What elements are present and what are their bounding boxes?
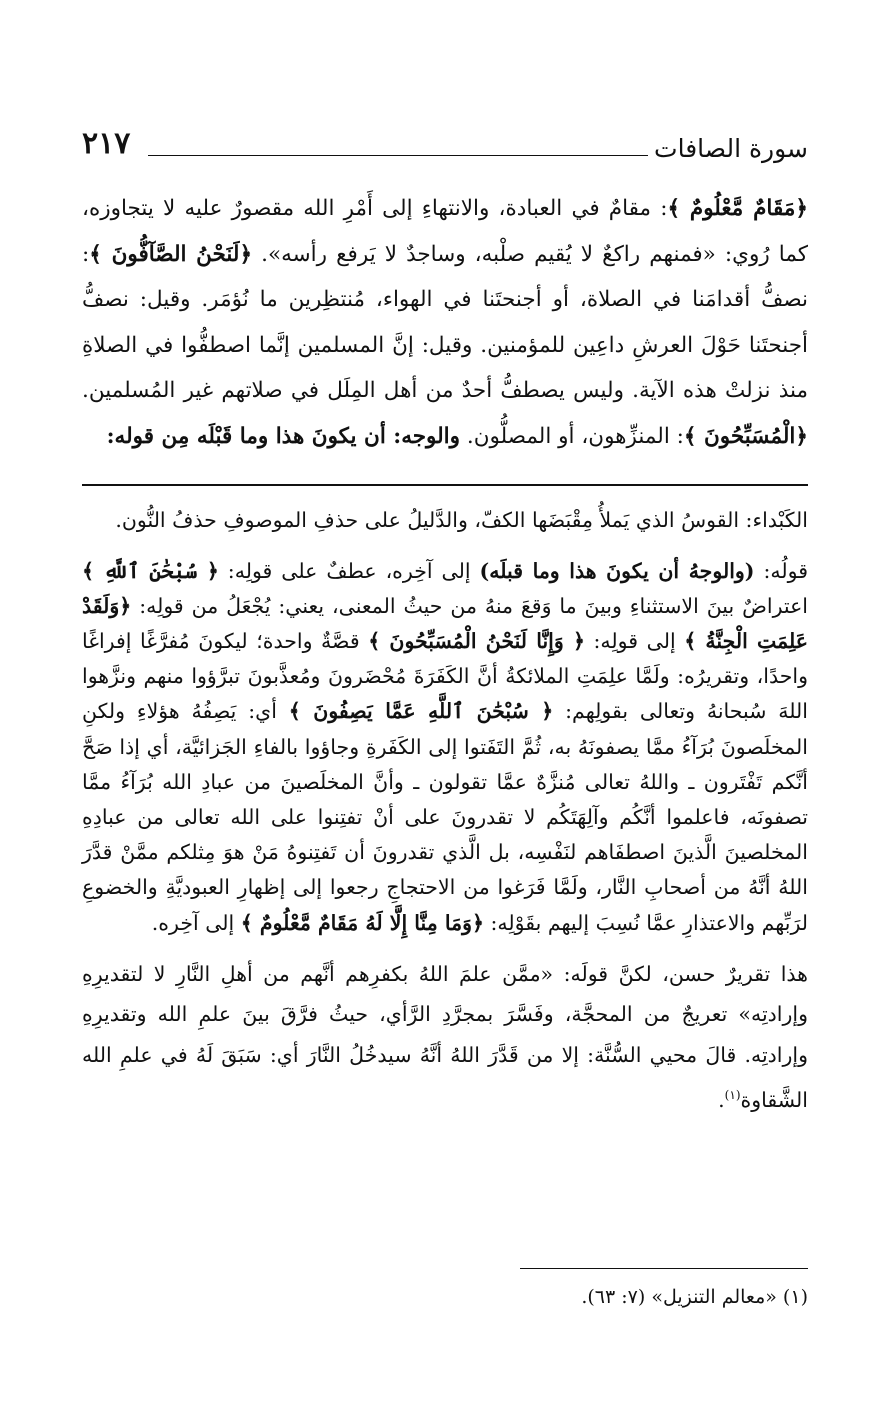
commentary-text: اعتراضٌ بينَ الاستثناءِ وبينَ ما وَقعَ منهُ من حيثُ المعنى، يعني: يُجْعَلُ من قولِه:	[131, 593, 808, 618]
quran-verse: ﴿لَنَحْنُ الصَّآفُّونَ ﴾	[89, 241, 253, 267]
surah-title: سورة الصافات	[654, 134, 808, 163]
quran-verse: ﴿مَقَامٌ مَّعْلُومٌ ﴾	[667, 196, 808, 221]
commentary-text: قولُه:	[754, 558, 808, 583]
page-header	[82, 128, 808, 168]
commentary-text: قصَّةٌ واحدة؛ ليكونَ مُفرَّغًا إفراغًا واحدًا، وتقريرُه: ولَمَّا علِمَتِ الملائكةُ أنَّ الكَفَرَةَ مُحْضَرونَ ومُعذَّبونَ تبرَّؤوا منهم ونزَّهوا اللهَ سُبحانهُ وتعالى بقولِهم:	[82, 628, 808, 724]
commentary-text: هذا تقريرٌ حسن، لكنَّ قولَه: «ممَّن علمَ اللهُ بكفرِهم أنَّهم من أهلِ النَّارِ لا لتقديرِهِ وإرادتِه» تعريجٌ من المحجَّة، وفَسَّرَ بمجرَّدِ الرَّأي، حيثُ فرَّقَ بينَ علمِ الله وتقديرِهِ وإرادتِه. قالَ محيي السُّنَّة: إلا من قَدَّرَ اللهُ أنَّهُ سيدخُلُ النَّارَ أي: سَبَقَ لَهُ في علمِ الله الشَّقاوة	[82, 961, 808, 1113]
footnote: (١) «معالم التنزيل» (٧: ٦٣).	[581, 1286, 808, 1308]
quran-verse: ﴿وَمَا مِنَّا إِلَّا لَهُ مَقَامٌ مَّعْلُومٌ ﴾	[240, 910, 484, 935]
footnote-marker: (١)	[724, 1088, 741, 1103]
quran-verse: ﴿ وَإِنَّا لَنَحْنُ الْمُسَبِّحُونَ ﴾	[368, 628, 585, 653]
tafsir-bold-text: والوجه: أن يكونَ هذا وما قَبْلَه مِن قوله:	[106, 423, 461, 449]
commentary-section	[82, 500, 808, 1134]
tafsir-paragraph	[82, 186, 808, 460]
commentary-text: إلى قولِه:	[584, 628, 685, 653]
commentary-text: الكَبْداء: القوسُ الذي يَملأُ مِقْبَضَها الكفّ، والدَّليلُ على حذفِ الموصوفِ حذفُ النُّون.	[115, 508, 808, 532]
tafsir-text: : نصفُّ أقدامَنا في الصلاة، أو أجنحتَنا في الهواء، مُنتظِرين ما نُؤمَر. وقيل: نصفُّ أجنحتَنا حَوْلَ العرشِ داعِين للمؤمنين. وقيل: إنَّ المسلمين إنَّما اصطفُّوا في الصلاةِ منذ نزلتْ هذه الآية. وليس يصطفُّ أحدٌ من أهل المِلَل في صلاتهم غير المُسلمين.	[82, 241, 808, 404]
commentary-paragraph	[82, 554, 808, 941]
section-divider	[82, 484, 808, 486]
commentary-text: أي: يَصِفُهُ هؤلاءِ ولكنِ المخلَصونَ بُرَآءُ ممَّا يصفونَهُ به، ثُمَّ التَفَتوا إلى الكَفَرةِ وجاؤوا بالفاءِ الجَزائيَّة، أي إذا صَحَّ أنَّكم تَفْتَرون ـ واللهُ تعالى مُنزَّهٌ عمَّا تقولون ـ وأنَّ المخلَصينَ من عبادِ الله بُرَآءُ ممَّا تصفونَه، فاعلموا أنَّكُم وآلِهَتَكُم لا تقدرونَ على أنْ تفتِنوا على الله تعالى من عبادِهِ المخلصينَ الَّذينَ اصطفَاهم لنَفْسِه، بل الَّذي تقدرونَ أن تَفتِنوهُ مَنْ هوَ مِثلكم ممَّنْ قدَّرَ اللهُ أنَّهُ من أصحابِ النَّار، ولَمَّا فَرَغوا من الاحتجاجِ رجعوا إلى إظهارِ العبوديَّةِ والخضوعِ لرَبِّهم والاعتذارِ عمَّا نُسِبَ إليهم بقَوْلِه:	[82, 699, 808, 935]
quran-verse: ﴿ سُبْحَٰنَ ٱللَّهِ ﴾	[82, 558, 219, 583]
tafsir-text: : المنزِّهون، أو المصلُّون.	[460, 423, 684, 449]
quran-verse: ﴿ سُبْحَٰنَ ٱللَّهِ عَمَّا يَصِفُونَ ﴾	[288, 699, 554, 724]
quran-verse: ﴿الْمُسَبِّحُونَ ﴾	[683, 423, 808, 449]
commentary-text: إلى آخِره.	[151, 910, 241, 935]
page-number: ٢١٧	[82, 126, 131, 161]
quran-verse: ﴿وَلَقَدْ عَلِمَتِ الْجِنَّةُ ﴾	[82, 593, 808, 653]
footnote-rule	[520, 1268, 808, 1269]
main-tafsir-text	[82, 186, 808, 460]
commentary-bold-text: (والوجهُ أن يكونَ هذا وما قبلَه)	[479, 558, 755, 583]
commentary-text: إلى آخِره، عطفٌ على قولِه:	[218, 558, 480, 583]
commentary-paragraph: هذا تقريرٌ حسن، لكنَّ قولَه: «ممَّن علمَ اللهُ بكفرِهم أنَّهم من أهلِ النَّارِ لا لتقديرِهِ وإرادتِه» تعريجٌ من المحجَّة، وفَسَّرَ بمجرَّدِ الرَّأي، حيثُ فرَّقَ بينَ علمِ الله وتقديرِهِ وإرادتِه. قالَ محيي السُّنَّة: إلا من قَدَّرَ اللهُ أنَّهُ سيدخُلُ النَّارَ أي: سَبَقَ لَهُ في علمِ الله الشَّقاوة$^{(١)}$.	[82, 961, 808, 1113]
header-rule	[148, 155, 648, 156]
tafsir-text: : مقامٌ في العبادة، والانتهاءِ إلى أَمْرِ الله مقصورٌ عليه لا يتجاوزه، كما رُوي: «فمنهم راكعٌ لا يُقيم صلْبه، وساجدٌ لا يَرفع رأسه».	[82, 196, 808, 267]
commentary-paragraph	[82, 500, 808, 541]
